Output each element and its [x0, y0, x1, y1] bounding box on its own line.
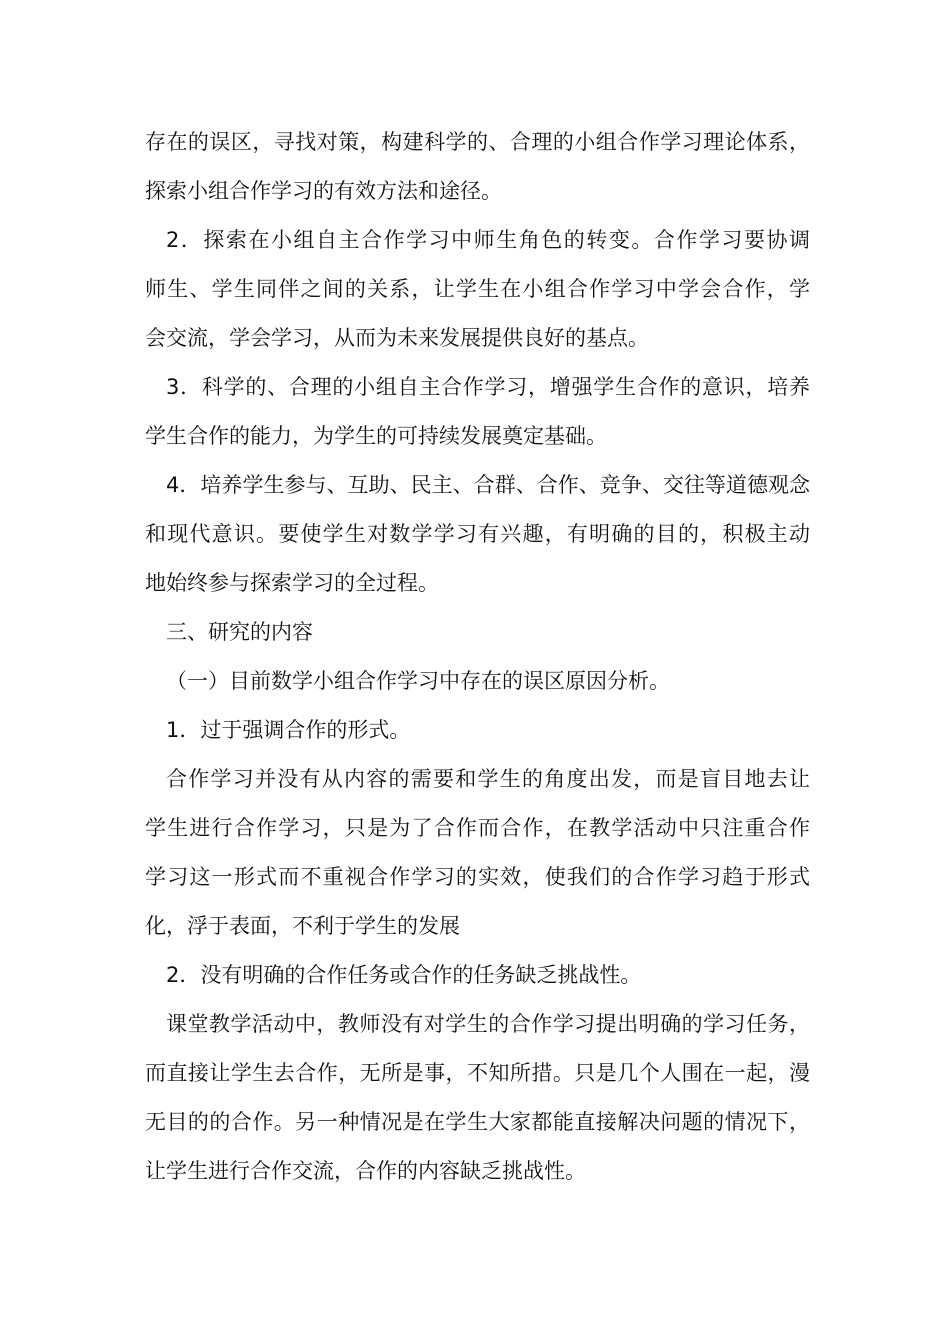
text-line: 地始终参与探索学习的全过程。 — [145, 571, 439, 595]
text-line: 会交流，学会学习，从而为未来发展提供良好的基点。 — [145, 326, 649, 350]
text-line: 师生、学生同伴之间的关系，让学生在小组合作学习中学会合作，学 — [145, 277, 810, 301]
text-line: 而直接让学生去合作，无所是事，不知所措。只是几个人围在一起，漫 — [145, 1061, 810, 1085]
text-line: 1．过于强调合作的形式。 — [166, 718, 411, 742]
text-line: （一）目前数学小组合作学习中存在的误区原因分析。 — [166, 669, 670, 693]
text-line: 2．探索在小组自主合作学习中师生角色的转变。合作学习要协调 — [166, 228, 810, 252]
text-line: 合作学习并没有从内容的需要和学生的角度出发，而是盲目地去让 — [166, 767, 810, 791]
text-line: 4．培养学生参与、互助、民主、合群、合作、竞争、交往等道德观念 — [166, 473, 810, 497]
text-line: 三、研究的内容 — [166, 620, 313, 644]
text-line: 和现代意识。要使学生对数学学习有兴趣，有明确的目的，积极主动 — [145, 522, 810, 546]
text-line: 无目的的合作。另一种情况是在学生大家都能直接解决问题的情况下， — [145, 1110, 810, 1134]
text-line: 2．没有明确的合作任务或合作的任务缺乏挑战性。 — [166, 963, 642, 987]
body-text — [145, 118, 810, 1196]
text-line: 课堂教学活动中，教师没有对学生的合作学习提出明确的学习任务， — [166, 1012, 810, 1036]
text-line: 存在的误区，寻找对策，构建科学的、合理的小组合作学习理论体系， — [145, 130, 810, 154]
text-line: 探索小组合作学习的有效方法和途径。 — [145, 179, 502, 203]
text-line: 学生进行合作学习，只是为了合作而合作，在教学活动中只注重合作 — [145, 816, 810, 840]
text-line: 让学生进行合作交流，合作的内容缺乏挑战性。 — [145, 1159, 586, 1183]
text-line: 学习这一形式而不重视合作学习的实效，使我们的合作学习趋于形式 — [145, 865, 810, 889]
text-line: 3．科学的、合理的小组自主合作学习，增强学生合作的意识，培养 — [166, 375, 810, 399]
text-line: 化，浮于表面，不利于学生的发展 — [145, 914, 460, 938]
text-line: 学生合作的能力，为学生的可持续发展奠定基础。 — [145, 424, 607, 448]
